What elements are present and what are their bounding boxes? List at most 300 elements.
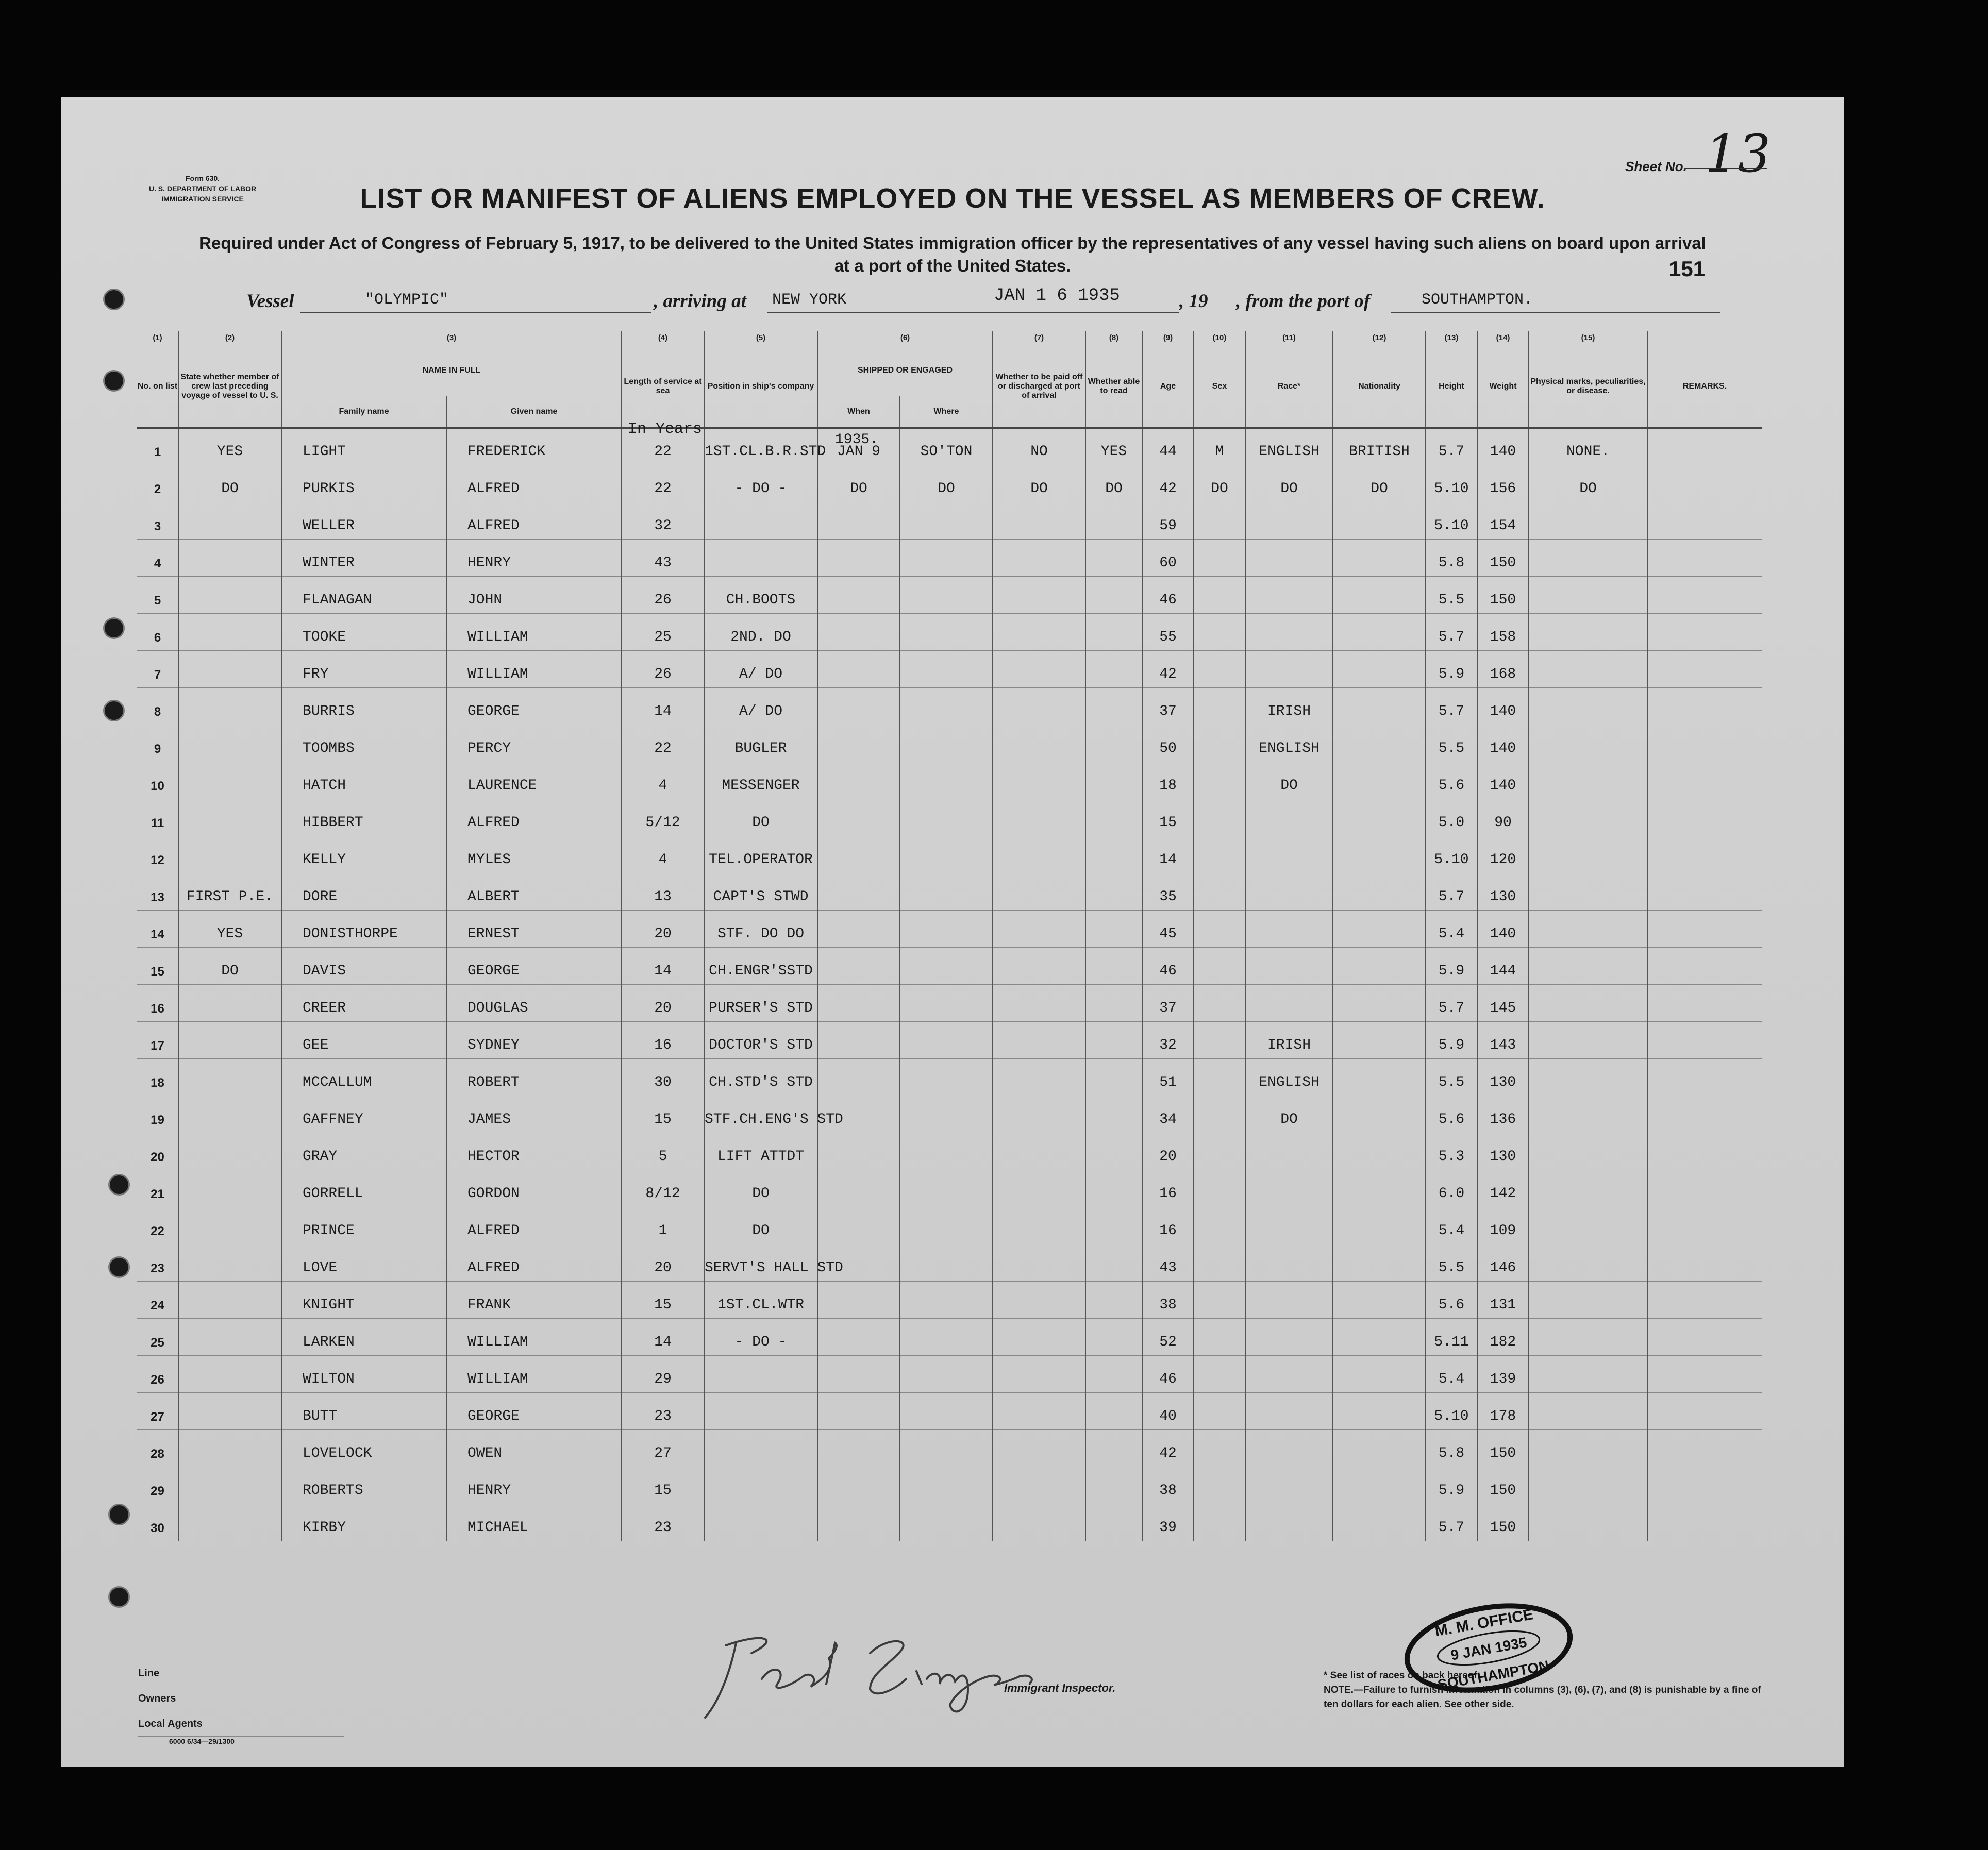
weight-cell: 140 bbox=[1477, 911, 1529, 948]
age-cell: 34 bbox=[1142, 1096, 1194, 1133]
given-name-cell: WILLIAM bbox=[446, 651, 622, 688]
row-number: 22 bbox=[137, 1207, 178, 1244]
sex-cell: DO bbox=[1194, 465, 1245, 502]
family-name-cell: GAFFNEY bbox=[281, 1096, 446, 1133]
position-cell: SERVT'S HALL STD bbox=[704, 1244, 817, 1282]
shipped-when-cell bbox=[817, 873, 900, 911]
binder-hole bbox=[108, 1256, 130, 1278]
age-cell: 40 bbox=[1142, 1393, 1194, 1430]
last-voyage-cell bbox=[178, 1133, 281, 1170]
nationality-cell bbox=[1333, 1319, 1426, 1356]
age-cell: 44 bbox=[1142, 428, 1194, 465]
family-name-cell: PURKIS bbox=[281, 465, 446, 502]
header-age: Age bbox=[1142, 345, 1194, 428]
age-cell: 38 bbox=[1142, 1282, 1194, 1319]
race-cell bbox=[1245, 502, 1333, 540]
shipped-where-cell bbox=[900, 1356, 993, 1393]
paid-off-cell bbox=[993, 651, 1085, 688]
shipped-when-cell bbox=[817, 799, 900, 836]
able-to-read-cell bbox=[1085, 1282, 1142, 1319]
stamp-top-text: M. M. OFFICE bbox=[1433, 1606, 1535, 1640]
shipped-when-cell: DO bbox=[817, 465, 900, 502]
physical-marks-cell bbox=[1529, 836, 1647, 873]
service-length-cell: 1 bbox=[622, 1207, 704, 1244]
row-number: 8 bbox=[137, 688, 178, 725]
last-voyage-cell: FIRST P.E. bbox=[178, 873, 281, 911]
nationality-cell bbox=[1333, 1467, 1426, 1504]
family-name-cell: KNIGHT bbox=[281, 1282, 446, 1319]
nationality-cell bbox=[1333, 1059, 1426, 1096]
last-voyage-cell bbox=[178, 1207, 281, 1244]
age-cell: 32 bbox=[1142, 1022, 1194, 1059]
column-number: (7) bbox=[993, 331, 1085, 345]
sex-cell bbox=[1194, 688, 1245, 725]
nationality-cell: DO bbox=[1333, 465, 1426, 502]
family-name-cell: DAVIS bbox=[281, 948, 446, 985]
binder-hole bbox=[103, 370, 125, 392]
given-name-cell: ALFRED bbox=[446, 502, 622, 540]
able-to-read-cell bbox=[1085, 502, 1142, 540]
weight-cell: 120 bbox=[1477, 836, 1529, 873]
table-header bbox=[137, 331, 1762, 428]
height-cell: 5.5 bbox=[1426, 577, 1477, 614]
family-name-cell: KIRBY bbox=[281, 1504, 446, 1541]
shipped-where-cell bbox=[900, 725, 993, 762]
family-name-cell: GORRELL bbox=[281, 1170, 446, 1207]
nationality-cell bbox=[1333, 1393, 1426, 1430]
service-length-cell: 43 bbox=[622, 540, 704, 577]
shipped-where-cell bbox=[900, 911, 993, 948]
shipped-where-cell bbox=[900, 1207, 993, 1244]
service-length-cell: 22 bbox=[622, 428, 704, 465]
position-cell: TEL.OPERATOR bbox=[704, 836, 817, 873]
position-cell: 1ST.CL.WTR bbox=[704, 1282, 817, 1319]
last-voyage-cell bbox=[178, 1467, 281, 1504]
family-name-cell: DONISTHORPE bbox=[281, 911, 446, 948]
row-number: 3 bbox=[137, 502, 178, 540]
sex-cell bbox=[1194, 1096, 1245, 1133]
given-name-cell: ALFRED bbox=[446, 465, 622, 502]
physical-marks-cell bbox=[1529, 651, 1647, 688]
height-cell: 5.7 bbox=[1426, 873, 1477, 911]
service-length-cell: 5 bbox=[622, 1133, 704, 1170]
paid-off-cell bbox=[993, 1356, 1085, 1393]
position-cell: 2ND. DO bbox=[704, 614, 817, 651]
service-length-cell: 5/12 bbox=[622, 799, 704, 836]
nationality-cell bbox=[1333, 1244, 1426, 1282]
sex-cell bbox=[1194, 1393, 1245, 1430]
shipped-when-cell bbox=[817, 948, 900, 985]
given-name-cell: WILLIAM bbox=[446, 614, 622, 651]
remarks-cell bbox=[1647, 1096, 1762, 1133]
table-row bbox=[137, 1059, 1762, 1096]
position-cell: DO bbox=[704, 1207, 817, 1244]
header-sex: Sex bbox=[1194, 345, 1245, 428]
service-length-cell: 16 bbox=[622, 1022, 704, 1059]
shipped-where-cell bbox=[900, 1467, 993, 1504]
row-number: 15 bbox=[137, 948, 178, 985]
page-subtitle: Required under Act of Congress of February 5, 1917, to be delivered to the United States immigration officer by the representatives of any vessel having such aliens on board upon arrival at a port of the United States. bbox=[199, 233, 1706, 275]
physical-marks-cell bbox=[1529, 540, 1647, 577]
nationality-cell bbox=[1333, 873, 1426, 911]
family-name-cell: WINTER bbox=[281, 540, 446, 577]
able-to-read-cell bbox=[1085, 873, 1142, 911]
last-voyage-cell bbox=[178, 836, 281, 873]
age-cell: 42 bbox=[1142, 651, 1194, 688]
service-length-cell: 26 bbox=[622, 651, 704, 688]
column-number-blank bbox=[1647, 331, 1762, 345]
position-cell bbox=[704, 1430, 817, 1467]
column-number: (14) bbox=[1477, 331, 1529, 345]
row-number: 7 bbox=[137, 651, 178, 688]
family-name-cell: HIBBERT bbox=[281, 799, 446, 836]
table-row bbox=[137, 465, 1762, 502]
shipped-where-cell bbox=[900, 836, 993, 873]
race-cell bbox=[1245, 1319, 1333, 1356]
sex-cell bbox=[1194, 1244, 1245, 1282]
sex-cell bbox=[1194, 577, 1245, 614]
race-cell: IRISH bbox=[1245, 688, 1333, 725]
row-number: 1 bbox=[137, 428, 178, 465]
shipped-when-cell bbox=[817, 1022, 900, 1059]
last-voyage-cell bbox=[178, 725, 281, 762]
physical-marks-cell bbox=[1529, 1207, 1647, 1244]
able-to-read-cell bbox=[1085, 1504, 1142, 1541]
shipped-when-cell bbox=[817, 1356, 900, 1393]
shipped-when-cell bbox=[817, 836, 900, 873]
given-name-cell: ERNEST bbox=[446, 911, 622, 948]
given-name-cell: HECTOR bbox=[446, 1133, 622, 1170]
table-row bbox=[137, 1356, 1762, 1393]
table-row bbox=[137, 1170, 1762, 1207]
table-row bbox=[137, 1207, 1762, 1244]
remarks-cell bbox=[1647, 540, 1762, 577]
remarks-cell bbox=[1647, 725, 1762, 762]
paid-off-cell bbox=[993, 614, 1085, 651]
paid-off-cell bbox=[993, 836, 1085, 873]
physical-marks-cell bbox=[1529, 1244, 1647, 1282]
sex-cell bbox=[1194, 948, 1245, 985]
table-row bbox=[137, 540, 1762, 577]
able-to-read-cell bbox=[1085, 911, 1142, 948]
race-cell bbox=[1245, 911, 1333, 948]
header-where: Where bbox=[900, 396, 993, 428]
sex-cell bbox=[1194, 651, 1245, 688]
position-cell bbox=[704, 1356, 817, 1393]
binder-hole bbox=[108, 1504, 130, 1525]
weight-cell: 178 bbox=[1477, 1393, 1529, 1430]
height-cell: 5.11 bbox=[1426, 1319, 1477, 1356]
nationality-cell bbox=[1333, 1504, 1426, 1541]
remarks-cell bbox=[1647, 1467, 1762, 1504]
table-row bbox=[137, 1133, 1762, 1170]
table-row bbox=[137, 948, 1762, 985]
given-name-cell: HENRY bbox=[446, 540, 622, 577]
height-cell: 5.9 bbox=[1426, 1467, 1477, 1504]
age-cell: 55 bbox=[1142, 614, 1194, 651]
remarks-cell bbox=[1647, 1133, 1762, 1170]
paid-off-cell bbox=[993, 725, 1085, 762]
shipped-when-cell bbox=[817, 1504, 900, 1541]
table-row bbox=[137, 1430, 1762, 1467]
stamp-date: 9 JAN 1935 bbox=[1449, 1634, 1528, 1663]
remarks-cell bbox=[1647, 836, 1762, 873]
race-cell bbox=[1245, 1356, 1333, 1393]
header-physical-marks: Physical marks, peculiarities, or disease. bbox=[1529, 345, 1647, 428]
row-number: 26 bbox=[137, 1356, 178, 1393]
row-number: 5 bbox=[137, 577, 178, 614]
race-cell bbox=[1245, 577, 1333, 614]
last-voyage-cell bbox=[178, 1096, 281, 1133]
given-name-cell: PERCY bbox=[446, 725, 622, 762]
row-number: 21 bbox=[137, 1170, 178, 1207]
service-length-cell: 23 bbox=[622, 1504, 704, 1541]
physical-marks-cell bbox=[1529, 1133, 1647, 1170]
age-cell: 50 bbox=[1142, 725, 1194, 762]
service-length-cell: 25 bbox=[622, 614, 704, 651]
given-name-cell: SYDNEY bbox=[446, 1022, 622, 1059]
age-cell: 18 bbox=[1142, 762, 1194, 799]
table-row bbox=[137, 577, 1762, 614]
shipped-where-cell bbox=[900, 948, 993, 985]
physical-marks-cell bbox=[1529, 725, 1647, 762]
weight-cell: 130 bbox=[1477, 1133, 1529, 1170]
physical-marks-cell bbox=[1529, 985, 1647, 1022]
height-cell: 5.7 bbox=[1426, 614, 1477, 651]
remarks-cell bbox=[1647, 948, 1762, 985]
given-name-cell: WILLIAM bbox=[446, 1319, 622, 1356]
header-name-in-full: NAME IN FULL bbox=[281, 345, 622, 396]
shipped-where-cell bbox=[900, 1170, 993, 1207]
family-name-cell: MCCALLUM bbox=[281, 1059, 446, 1096]
department-name: U. S. DEPARTMENT OF LABOR bbox=[148, 184, 257, 193]
header-weight: Weight bbox=[1477, 345, 1529, 428]
service-name: IMMIGRATION SERVICE bbox=[161, 195, 244, 203]
table-row bbox=[137, 1096, 1762, 1133]
race-cell bbox=[1245, 614, 1333, 651]
remarks-cell bbox=[1647, 1504, 1762, 1541]
physical-marks-cell bbox=[1529, 1467, 1647, 1504]
vessel-name: "OLYMPIC" bbox=[365, 291, 449, 309]
able-to-read-cell bbox=[1085, 1133, 1142, 1170]
nationality-cell: BRITISH bbox=[1333, 428, 1426, 465]
service-length-cell: 15 bbox=[622, 1282, 704, 1319]
weight-cell: 168 bbox=[1477, 651, 1529, 688]
able-to-read-cell bbox=[1085, 688, 1142, 725]
fine-note: NOTE.—Failure to furnish information in columns (3), (6), (7), and (8) is punishable by a fine of ten dollars for each alien. See other side. bbox=[1324, 1685, 1761, 1710]
position-cell: BUGLER bbox=[704, 725, 817, 762]
shipped-where-cell bbox=[900, 1096, 993, 1133]
position-cell: DOCTOR'S STD bbox=[704, 1022, 817, 1059]
service-length-cell: 15 bbox=[622, 1096, 704, 1133]
arrival-date-stamp: JAN 1 6 1935 bbox=[994, 286, 1120, 306]
nationality-cell bbox=[1333, 911, 1426, 948]
office-stamp bbox=[1401, 1604, 1576, 1692]
header-position: Position in ship's company bbox=[704, 345, 817, 428]
row-number: 28 bbox=[137, 1430, 178, 1467]
sex-cell bbox=[1194, 1022, 1245, 1059]
given-name-cell: FREDERICK bbox=[446, 428, 622, 465]
service-length-cell: 4 bbox=[622, 762, 704, 799]
service-length-cell: 20 bbox=[622, 911, 704, 948]
weight-cell: 150 bbox=[1477, 1467, 1529, 1504]
sex-cell bbox=[1194, 1319, 1245, 1356]
sex-cell bbox=[1194, 873, 1245, 911]
paid-off-cell bbox=[993, 1133, 1085, 1170]
age-cell: 38 bbox=[1142, 1467, 1194, 1504]
weight-cell: 150 bbox=[1477, 540, 1529, 577]
last-voyage-cell bbox=[178, 577, 281, 614]
remarks-cell bbox=[1647, 688, 1762, 725]
given-name-cell: GEORGE bbox=[446, 688, 622, 725]
shipped-when-cell bbox=[817, 688, 900, 725]
able-to-read-cell bbox=[1085, 762, 1142, 799]
row-number: 29 bbox=[137, 1467, 178, 1504]
paid-off-cell bbox=[993, 540, 1085, 577]
height-cell: 5.3 bbox=[1426, 1133, 1477, 1170]
nationality-cell bbox=[1333, 1282, 1426, 1319]
shipped-where-cell bbox=[900, 1393, 993, 1430]
family-name-cell: LARKEN bbox=[281, 1319, 446, 1356]
nationality-cell bbox=[1333, 799, 1426, 836]
family-name-cell: KELLY bbox=[281, 836, 446, 873]
given-name-cell: ALFRED bbox=[446, 799, 622, 836]
race-cell: ENGLISH bbox=[1245, 428, 1333, 465]
physical-marks-cell bbox=[1529, 948, 1647, 985]
service-length-cell: 14 bbox=[622, 948, 704, 985]
column-number: (4) bbox=[622, 331, 704, 345]
header-height: Height bbox=[1426, 345, 1477, 428]
column-number: (3) bbox=[281, 331, 622, 345]
physical-marks-cell bbox=[1529, 1319, 1647, 1356]
able-to-read-cell bbox=[1085, 1022, 1142, 1059]
row-number: 20 bbox=[137, 1133, 178, 1170]
row-number: 30 bbox=[137, 1504, 178, 1541]
family-name-cell: GEE bbox=[281, 1022, 446, 1059]
height-cell: 5.10 bbox=[1426, 836, 1477, 873]
shipped-when-cell bbox=[817, 1059, 900, 1096]
table-row bbox=[137, 688, 1762, 725]
race-cell: DO bbox=[1245, 1096, 1333, 1133]
vessel-underline bbox=[300, 312, 651, 313]
age-cell: 37 bbox=[1142, 985, 1194, 1022]
header-family-name: Family name bbox=[281, 396, 446, 428]
able-to-read-cell: DO bbox=[1085, 465, 1142, 502]
table-row bbox=[137, 1319, 1762, 1356]
last-voyage-cell bbox=[178, 1022, 281, 1059]
remarks-cell bbox=[1647, 985, 1762, 1022]
race-cell: IRISH bbox=[1245, 1022, 1333, 1059]
physical-marks-cell bbox=[1529, 1504, 1647, 1541]
physical-marks-cell bbox=[1529, 911, 1647, 948]
nationality-cell bbox=[1333, 651, 1426, 688]
given-name-cell: GEORGE bbox=[446, 1393, 622, 1430]
family-name-cell: FRY bbox=[281, 651, 446, 688]
header-no-on-list: No. on list bbox=[137, 345, 178, 428]
row-number: 9 bbox=[137, 725, 178, 762]
family-name-cell: LOVE bbox=[281, 1244, 446, 1282]
service-length-cell: 23 bbox=[622, 1393, 704, 1430]
able-to-read-cell bbox=[1085, 1356, 1142, 1393]
given-name-cell: ALFRED bbox=[446, 1207, 622, 1244]
remarks-cell bbox=[1647, 502, 1762, 540]
family-name-cell: PRINCE bbox=[281, 1207, 446, 1244]
header-nationality: Nationality bbox=[1333, 345, 1426, 428]
shipped-where-cell bbox=[900, 614, 993, 651]
able-to-read-cell bbox=[1085, 725, 1142, 762]
sex-cell bbox=[1194, 1356, 1245, 1393]
column-number: (12) bbox=[1333, 331, 1426, 345]
nationality-cell bbox=[1333, 836, 1426, 873]
given-name-cell: MYLES bbox=[446, 836, 622, 873]
shipped-when-cell bbox=[817, 1170, 900, 1207]
paid-off-cell bbox=[993, 1022, 1085, 1059]
row-number: 10 bbox=[137, 762, 178, 799]
age-cell: 16 bbox=[1142, 1207, 1194, 1244]
able-to-read-cell bbox=[1085, 948, 1142, 985]
binder-hole bbox=[103, 700, 125, 721]
weight-cell: 140 bbox=[1477, 428, 1529, 465]
weight-cell: 143 bbox=[1477, 1022, 1529, 1059]
able-to-read-cell bbox=[1085, 1430, 1142, 1467]
family-name-cell: BURRIS bbox=[281, 688, 446, 725]
family-name-cell: HATCH bbox=[281, 762, 446, 799]
given-name-cell: HENRY bbox=[446, 1467, 622, 1504]
height-cell: 5.6 bbox=[1426, 762, 1477, 799]
row-number: 12 bbox=[137, 836, 178, 873]
weight-cell: 90 bbox=[1477, 799, 1529, 836]
table-row bbox=[137, 836, 1762, 873]
remarks-cell bbox=[1647, 1207, 1762, 1244]
age-cell: 16 bbox=[1142, 1170, 1194, 1207]
paid-off-cell: DO bbox=[993, 465, 1085, 502]
shipped-year-note: 1935. bbox=[835, 432, 879, 448]
sex-cell bbox=[1194, 1430, 1245, 1467]
remarks-cell bbox=[1647, 1170, 1762, 1207]
sex-cell bbox=[1194, 1059, 1245, 1096]
age-cell: 51 bbox=[1142, 1059, 1194, 1096]
remarks-cell bbox=[1647, 1282, 1762, 1319]
nationality-cell bbox=[1333, 614, 1426, 651]
vessel-label: Vessel bbox=[246, 291, 294, 312]
able-to-read-cell bbox=[1085, 1393, 1142, 1430]
height-cell: 5.9 bbox=[1426, 651, 1477, 688]
physical-marks-cell bbox=[1529, 1170, 1647, 1207]
table-row bbox=[137, 725, 1762, 762]
shipped-where-cell bbox=[900, 1430, 993, 1467]
age-cell: 15 bbox=[1142, 799, 1194, 836]
paid-off-cell bbox=[993, 873, 1085, 911]
given-name-cell: OWEN bbox=[446, 1430, 622, 1467]
age-cell: 52 bbox=[1142, 1319, 1194, 1356]
physical-marks-cell bbox=[1529, 502, 1647, 540]
table-row bbox=[137, 762, 1762, 799]
physical-marks-cell bbox=[1529, 1059, 1647, 1096]
able-to-read-cell bbox=[1085, 1244, 1142, 1282]
weight-cell: 109 bbox=[1477, 1207, 1529, 1244]
remarks-cell bbox=[1647, 614, 1762, 651]
remarks-cell bbox=[1647, 1430, 1762, 1467]
shipped-where-cell bbox=[900, 1319, 993, 1356]
physical-marks-cell: DO bbox=[1529, 465, 1647, 502]
position-cell: STF. DO DO bbox=[704, 911, 817, 948]
physical-marks-cell bbox=[1529, 688, 1647, 725]
family-name-cell: LIGHT bbox=[281, 428, 446, 465]
table-row bbox=[137, 502, 1762, 540]
position-cell bbox=[704, 502, 817, 540]
race-cell bbox=[1245, 540, 1333, 577]
family-name-cell: WELLER bbox=[281, 502, 446, 540]
